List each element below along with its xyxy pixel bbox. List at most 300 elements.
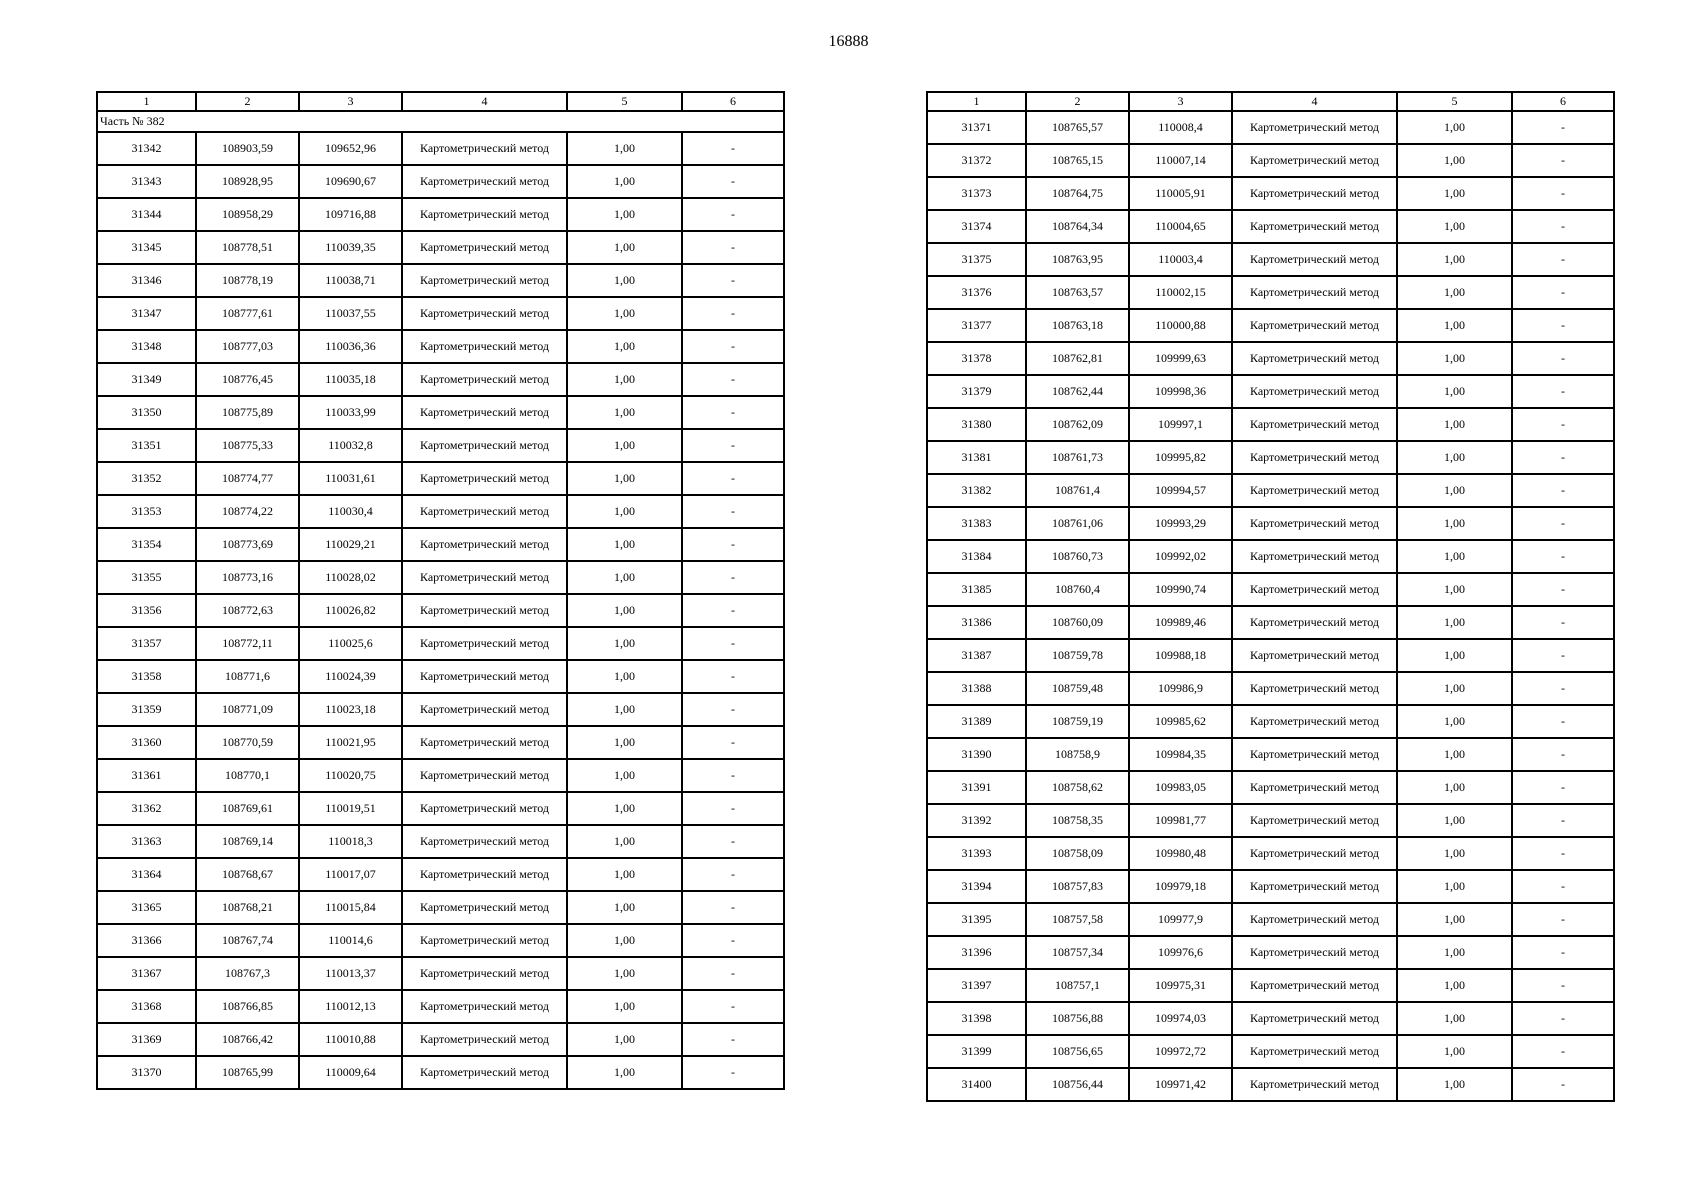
y-coordinate-cell: 110012,13 [299, 990, 402, 1023]
table-row [927, 1035, 1614, 1068]
table-row [927, 639, 1614, 672]
note-cell: - [682, 528, 784, 561]
note-cell: - [1512, 1035, 1614, 1068]
method-cell: Картометрический метод [1232, 243, 1397, 276]
table-row [927, 606, 1614, 639]
point-number-cell: 31365 [97, 891, 196, 924]
table-row [927, 243, 1614, 276]
note-cell: - [682, 198, 784, 231]
x-coordinate-cell: 108763,18 [1026, 309, 1129, 342]
point-number-cell: 31344 [97, 198, 196, 231]
x-coordinate-cell: 108759,78 [1026, 639, 1129, 672]
x-coordinate-cell: 108768,21 [196, 891, 299, 924]
x-coordinate-cell: 108767,3 [196, 957, 299, 990]
x-coordinate-cell: 108759,19 [1026, 705, 1129, 738]
note-cell: - [682, 330, 784, 363]
method-cell: Картометрический метод [1232, 474, 1397, 507]
accuracy-cell: 1,00 [567, 858, 682, 891]
method-cell: Картометрический метод [1232, 111, 1397, 144]
x-coordinate-cell: 108765,57 [1026, 111, 1129, 144]
x-coordinate-cell: 108760,4 [1026, 573, 1129, 606]
table-row [927, 309, 1614, 342]
note-cell: - [682, 1056, 784, 1089]
method-cell: Картометрический метод [1232, 177, 1397, 210]
y-coordinate-cell: 110000,88 [1129, 309, 1232, 342]
point-number-cell: 31371 [927, 111, 1026, 144]
table-row [927, 672, 1614, 705]
column-header-6: 6 [682, 92, 784, 111]
note-cell: - [682, 231, 784, 264]
y-coordinate-cell: 109983,05 [1129, 771, 1232, 804]
point-number-cell: 31367 [97, 957, 196, 990]
point-number-cell: 31393 [927, 837, 1026, 870]
accuracy-cell: 1,00 [567, 627, 682, 660]
y-coordinate-cell: 109993,29 [1129, 507, 1232, 540]
point-number-cell: 31369 [97, 1023, 196, 1056]
method-cell: Картометрический метод [1232, 276, 1397, 309]
method-cell: Картометрический метод [402, 1023, 567, 1056]
x-coordinate-cell: 108760,09 [1026, 606, 1129, 639]
accuracy-cell: 1,00 [567, 462, 682, 495]
method-cell: Картометрический метод [402, 495, 567, 528]
note-cell: - [682, 726, 784, 759]
x-coordinate-cell: 108758,35 [1026, 804, 1129, 837]
x-coordinate-cell: 108770,59 [196, 726, 299, 759]
point-number-cell: 31346 [97, 264, 196, 297]
table-row [97, 429, 784, 462]
note-cell: - [1512, 276, 1614, 309]
point-number-cell: 31374 [927, 210, 1026, 243]
note-cell: - [1512, 540, 1614, 573]
table-row [97, 1056, 784, 1089]
note-cell: - [682, 132, 784, 165]
point-number-cell: 31359 [97, 693, 196, 726]
method-cell: Картометрический метод [1232, 342, 1397, 375]
x-coordinate-cell: 108768,67 [196, 858, 299, 891]
note-cell: - [1512, 738, 1614, 771]
method-cell: Картометрический метод [1232, 672, 1397, 705]
y-coordinate-cell: 110005,91 [1129, 177, 1232, 210]
method-cell: Картометрический метод [402, 726, 567, 759]
note-cell: - [1512, 408, 1614, 441]
accuracy-cell: 1,00 [567, 165, 682, 198]
table-row [97, 627, 784, 660]
point-number-cell: 31358 [97, 660, 196, 693]
method-cell: Картометрический метод [1232, 606, 1397, 639]
accuracy-cell: 1,00 [567, 726, 682, 759]
point-number-cell: 31375 [927, 243, 1026, 276]
method-cell: Картометрический метод [1232, 441, 1397, 474]
method-cell: Картометрический метод [402, 462, 567, 495]
y-coordinate-cell: 110008,4 [1129, 111, 1232, 144]
method-cell: Картометрический метод [402, 759, 567, 792]
point-number-cell: 31350 [97, 396, 196, 429]
accuracy-cell: 1,00 [1397, 474, 1512, 507]
accuracy-cell: 1,00 [567, 429, 682, 462]
x-coordinate-cell: 108772,63 [196, 594, 299, 627]
column-header-3: 3 [299, 92, 402, 111]
table-row [927, 342, 1614, 375]
y-coordinate-cell: 110033,99 [299, 396, 402, 429]
accuracy-cell: 1,00 [1397, 144, 1512, 177]
method-cell: Картометрический метод [402, 792, 567, 825]
method-cell: Картометрический метод [1232, 903, 1397, 936]
point-number-cell: 31351 [97, 429, 196, 462]
method-cell: Картометрический метод [402, 198, 567, 231]
table-row [927, 837, 1614, 870]
accuracy-cell: 1,00 [1397, 606, 1512, 639]
point-number-cell: 31362 [97, 792, 196, 825]
note-cell: - [682, 858, 784, 891]
y-coordinate-cell: 109990,74 [1129, 573, 1232, 606]
x-coordinate-cell: 108778,51 [196, 231, 299, 264]
y-coordinate-cell: 110015,84 [299, 891, 402, 924]
point-number-cell: 31399 [927, 1035, 1026, 1068]
y-coordinate-cell: 109652,96 [299, 132, 402, 165]
note-cell: - [1512, 441, 1614, 474]
x-coordinate-cell: 108769,61 [196, 792, 299, 825]
y-coordinate-cell: 109984,35 [1129, 738, 1232, 771]
table-header-row [97, 92, 784, 111]
x-coordinate-cell: 108772,11 [196, 627, 299, 660]
accuracy-cell: 1,00 [1397, 375, 1512, 408]
column-header-4: 4 [1232, 92, 1397, 111]
column-header-5: 5 [567, 92, 682, 111]
point-number-cell: 31372 [927, 144, 1026, 177]
y-coordinate-cell: 109690,67 [299, 165, 402, 198]
note-cell: - [1512, 606, 1614, 639]
accuracy-cell: 1,00 [1397, 903, 1512, 936]
x-coordinate-cell: 108766,42 [196, 1023, 299, 1056]
table-row [927, 111, 1614, 144]
method-cell: Картометрический метод [402, 858, 567, 891]
y-coordinate-cell: 110007,14 [1129, 144, 1232, 177]
point-number-cell: 31352 [97, 462, 196, 495]
y-coordinate-cell: 110002,15 [1129, 276, 1232, 309]
y-coordinate-cell: 110009,64 [299, 1056, 402, 1089]
y-coordinate-cell: 110036,36 [299, 330, 402, 363]
note-cell: - [1512, 111, 1614, 144]
table-row [97, 264, 784, 297]
accuracy-cell: 1,00 [567, 132, 682, 165]
column-header-6: 6 [1512, 92, 1614, 111]
table-row [927, 375, 1614, 408]
x-coordinate-cell: 108774,77 [196, 462, 299, 495]
note-cell: - [1512, 342, 1614, 375]
table-row [927, 870, 1614, 903]
y-coordinate-cell: 110017,07 [299, 858, 402, 891]
x-coordinate-cell: 108958,29 [196, 198, 299, 231]
method-cell: Картометрический метод [402, 231, 567, 264]
point-number-cell: 31373 [927, 177, 1026, 210]
table-row [927, 969, 1614, 1002]
point-number-cell: 31381 [927, 441, 1026, 474]
point-number-cell: 31355 [97, 561, 196, 594]
page-number: 16888 [828, 33, 869, 50]
accuracy-cell: 1,00 [1397, 507, 1512, 540]
y-coordinate-cell: 109971,42 [1129, 1068, 1232, 1101]
y-coordinate-cell: 109989,46 [1129, 606, 1232, 639]
method-cell: Картометрический метод [1232, 771, 1397, 804]
accuracy-cell: 1,00 [1397, 111, 1512, 144]
point-number-cell: 31360 [97, 726, 196, 759]
column-header-1: 1 [97, 92, 196, 111]
method-cell: Картометрический метод [402, 132, 567, 165]
point-number-cell: 31349 [97, 363, 196, 396]
table-row [97, 1023, 784, 1056]
y-coordinate-cell: 110032,8 [299, 429, 402, 462]
note-cell: - [682, 594, 784, 627]
y-coordinate-cell: 110019,51 [299, 792, 402, 825]
x-coordinate-cell: 108761,4 [1026, 474, 1129, 507]
table-row [927, 474, 1614, 507]
note-cell: - [682, 825, 784, 858]
note-cell: - [682, 165, 784, 198]
x-coordinate-cell: 108756,88 [1026, 1002, 1129, 1035]
accuracy-cell: 1,00 [567, 561, 682, 594]
y-coordinate-cell: 109999,63 [1129, 342, 1232, 375]
table-row [97, 858, 784, 891]
y-coordinate-cell: 110021,95 [299, 726, 402, 759]
method-cell: Картометрический метод [1232, 738, 1397, 771]
point-number-cell: 31379 [927, 375, 1026, 408]
note-cell: - [1512, 969, 1614, 1002]
note-cell: - [1512, 573, 1614, 606]
y-coordinate-cell: 109980,48 [1129, 837, 1232, 870]
x-coordinate-cell: 108763,57 [1026, 276, 1129, 309]
accuracy-cell: 1,00 [1397, 936, 1512, 969]
y-coordinate-cell: 109976,6 [1129, 936, 1232, 969]
method-cell: Картометрический метод [1232, 144, 1397, 177]
y-coordinate-cell: 109974,03 [1129, 1002, 1232, 1035]
table-row [97, 825, 784, 858]
note-cell: - [682, 660, 784, 693]
table-row [927, 705, 1614, 738]
x-coordinate-cell: 108756,65 [1026, 1035, 1129, 1068]
table-row [927, 936, 1614, 969]
note-cell: - [1512, 1068, 1614, 1101]
x-coordinate-cell: 108773,69 [196, 528, 299, 561]
method-cell: Картометрический метод [1232, 837, 1397, 870]
x-coordinate-cell: 108766,85 [196, 990, 299, 1023]
note-cell: - [1512, 375, 1614, 408]
point-number-cell: 31391 [927, 771, 1026, 804]
y-coordinate-cell: 109979,18 [1129, 870, 1232, 903]
note-cell: - [1512, 804, 1614, 837]
accuracy-cell: 1,00 [1397, 870, 1512, 903]
point-number-cell: 31377 [927, 309, 1026, 342]
x-coordinate-cell: 108771,6 [196, 660, 299, 693]
point-number-cell: 31353 [97, 495, 196, 528]
note-cell: - [682, 693, 784, 726]
table-row [97, 792, 784, 825]
note-cell: - [1512, 210, 1614, 243]
note-cell: - [1512, 705, 1614, 738]
table-row [97, 924, 784, 957]
point-number-cell: 31343 [97, 165, 196, 198]
note-cell: - [682, 264, 784, 297]
point-number-cell: 31376 [927, 276, 1026, 309]
column-header-2: 2 [1026, 92, 1129, 111]
point-number-cell: 31348 [97, 330, 196, 363]
table-row [97, 759, 784, 792]
method-cell: Картометрический метод [402, 627, 567, 660]
note-cell: - [1512, 177, 1614, 210]
note-cell: - [682, 561, 784, 594]
y-coordinate-cell: 109975,31 [1129, 969, 1232, 1002]
accuracy-cell: 1,00 [567, 660, 682, 693]
table-row [97, 363, 784, 396]
accuracy-cell: 1,00 [567, 957, 682, 990]
x-coordinate-cell: 108928,95 [196, 165, 299, 198]
point-number-cell: 31378 [927, 342, 1026, 375]
table-row [97, 891, 784, 924]
table-row [927, 177, 1614, 210]
accuracy-cell: 1,00 [567, 495, 682, 528]
column-header-2: 2 [196, 92, 299, 111]
accuracy-cell: 1,00 [567, 1023, 682, 1056]
method-cell: Картометрический метод [1232, 870, 1397, 903]
accuracy-cell: 1,00 [1397, 705, 1512, 738]
y-coordinate-cell: 110029,21 [299, 528, 402, 561]
accuracy-cell: 1,00 [567, 363, 682, 396]
y-coordinate-cell: 109986,9 [1129, 672, 1232, 705]
y-coordinate-cell: 109985,62 [1129, 705, 1232, 738]
x-coordinate-cell: 108767,74 [196, 924, 299, 957]
method-cell: Картометрический метод [402, 561, 567, 594]
note-cell: - [682, 1023, 784, 1056]
y-coordinate-cell: 110004,65 [1129, 210, 1232, 243]
point-number-cell: 31400 [927, 1068, 1026, 1101]
note-cell: - [682, 891, 784, 924]
accuracy-cell: 1,00 [567, 825, 682, 858]
table-row [97, 165, 784, 198]
method-cell: Картометрический метод [1232, 804, 1397, 837]
accuracy-cell: 1,00 [567, 924, 682, 957]
accuracy-cell: 1,00 [1397, 342, 1512, 375]
accuracy-cell: 1,00 [1397, 804, 1512, 837]
y-coordinate-cell: 110014,6 [299, 924, 402, 957]
table-row [97, 396, 784, 429]
point-number-cell: 31382 [927, 474, 1026, 507]
y-coordinate-cell: 109988,18 [1129, 639, 1232, 672]
table-row [927, 903, 1614, 936]
x-coordinate-cell: 108763,95 [1026, 243, 1129, 276]
accuracy-cell: 1,00 [567, 792, 682, 825]
y-coordinate-cell: 110024,39 [299, 660, 402, 693]
method-cell: Картометрический метод [1232, 408, 1397, 441]
note-cell: - [682, 429, 784, 462]
method-cell: Картометрический метод [402, 264, 567, 297]
table-row [97, 561, 784, 594]
accuracy-cell: 1,00 [1397, 408, 1512, 441]
x-coordinate-cell: 108775,89 [196, 396, 299, 429]
method-cell: Картометрический метод [1232, 309, 1397, 342]
note-cell: - [682, 363, 784, 396]
accuracy-cell: 1,00 [567, 891, 682, 924]
method-cell: Картометрический метод [402, 693, 567, 726]
method-cell: Картометрический метод [402, 528, 567, 561]
part-heading-row [97, 111, 784, 132]
accuracy-cell: 1,00 [567, 990, 682, 1023]
point-number-cell: 31384 [927, 540, 1026, 573]
accuracy-cell: 1,00 [1397, 1068, 1512, 1101]
table-row [927, 408, 1614, 441]
note-cell: - [1512, 144, 1614, 177]
point-number-cell: 31347 [97, 297, 196, 330]
accuracy-cell: 1,00 [567, 528, 682, 561]
method-cell: Картометрический метод [402, 429, 567, 462]
x-coordinate-cell: 108765,15 [1026, 144, 1129, 177]
point-number-cell: 31357 [97, 627, 196, 660]
point-number-cell: 31395 [927, 903, 1026, 936]
note-cell: - [1512, 1002, 1614, 1035]
accuracy-cell: 1,00 [1397, 1002, 1512, 1035]
table-row [97, 990, 784, 1023]
y-coordinate-cell: 110037,55 [299, 297, 402, 330]
note-cell: - [1512, 507, 1614, 540]
point-number-cell: 31385 [927, 573, 1026, 606]
table-row [97, 528, 784, 561]
coordinates-table-right [926, 91, 1615, 1102]
x-coordinate-cell: 108778,19 [196, 264, 299, 297]
y-coordinate-cell: 110030,4 [299, 495, 402, 528]
accuracy-cell: 1,00 [1397, 309, 1512, 342]
method-cell: Картометрический метод [402, 363, 567, 396]
column-header-5: 5 [1397, 92, 1512, 111]
x-coordinate-cell: 108771,09 [196, 693, 299, 726]
x-coordinate-cell: 108769,14 [196, 825, 299, 858]
point-number-cell: 31394 [927, 870, 1026, 903]
table-row [97, 957, 784, 990]
table-row [927, 738, 1614, 771]
accuracy-cell: 1,00 [567, 396, 682, 429]
y-coordinate-cell: 109998,36 [1129, 375, 1232, 408]
accuracy-cell: 1,00 [1397, 639, 1512, 672]
point-number-cell: 31397 [927, 969, 1026, 1002]
x-coordinate-cell: 108776,45 [196, 363, 299, 396]
method-cell: Картометрический метод [1232, 1002, 1397, 1035]
x-coordinate-cell: 108762,09 [1026, 408, 1129, 441]
table-row [97, 594, 784, 627]
point-number-cell: 31361 [97, 759, 196, 792]
table-row [927, 144, 1614, 177]
note-cell: - [682, 759, 784, 792]
method-cell: Картометрический метод [402, 165, 567, 198]
accuracy-cell: 1,00 [567, 297, 682, 330]
method-cell: Картометрический метод [1232, 540, 1397, 573]
table-row [927, 210, 1614, 243]
x-coordinate-cell: 108762,44 [1026, 375, 1129, 408]
point-number-cell: 31366 [97, 924, 196, 957]
x-coordinate-cell: 108764,75 [1026, 177, 1129, 210]
accuracy-cell: 1,00 [1397, 177, 1512, 210]
accuracy-cell: 1,00 [567, 594, 682, 627]
x-coordinate-cell: 108758,09 [1026, 837, 1129, 870]
x-coordinate-cell: 108756,44 [1026, 1068, 1129, 1101]
point-number-cell: 31345 [97, 231, 196, 264]
column-header-1: 1 [927, 92, 1026, 111]
y-coordinate-cell: 110038,71 [299, 264, 402, 297]
y-coordinate-cell: 109992,02 [1129, 540, 1232, 573]
table-row [927, 771, 1614, 804]
note-cell: - [1512, 771, 1614, 804]
note-cell: - [1512, 870, 1614, 903]
y-coordinate-cell: 110026,82 [299, 594, 402, 627]
x-coordinate-cell: 108757,34 [1026, 936, 1129, 969]
accuracy-cell: 1,00 [567, 330, 682, 363]
accuracy-cell: 1,00 [567, 1056, 682, 1089]
